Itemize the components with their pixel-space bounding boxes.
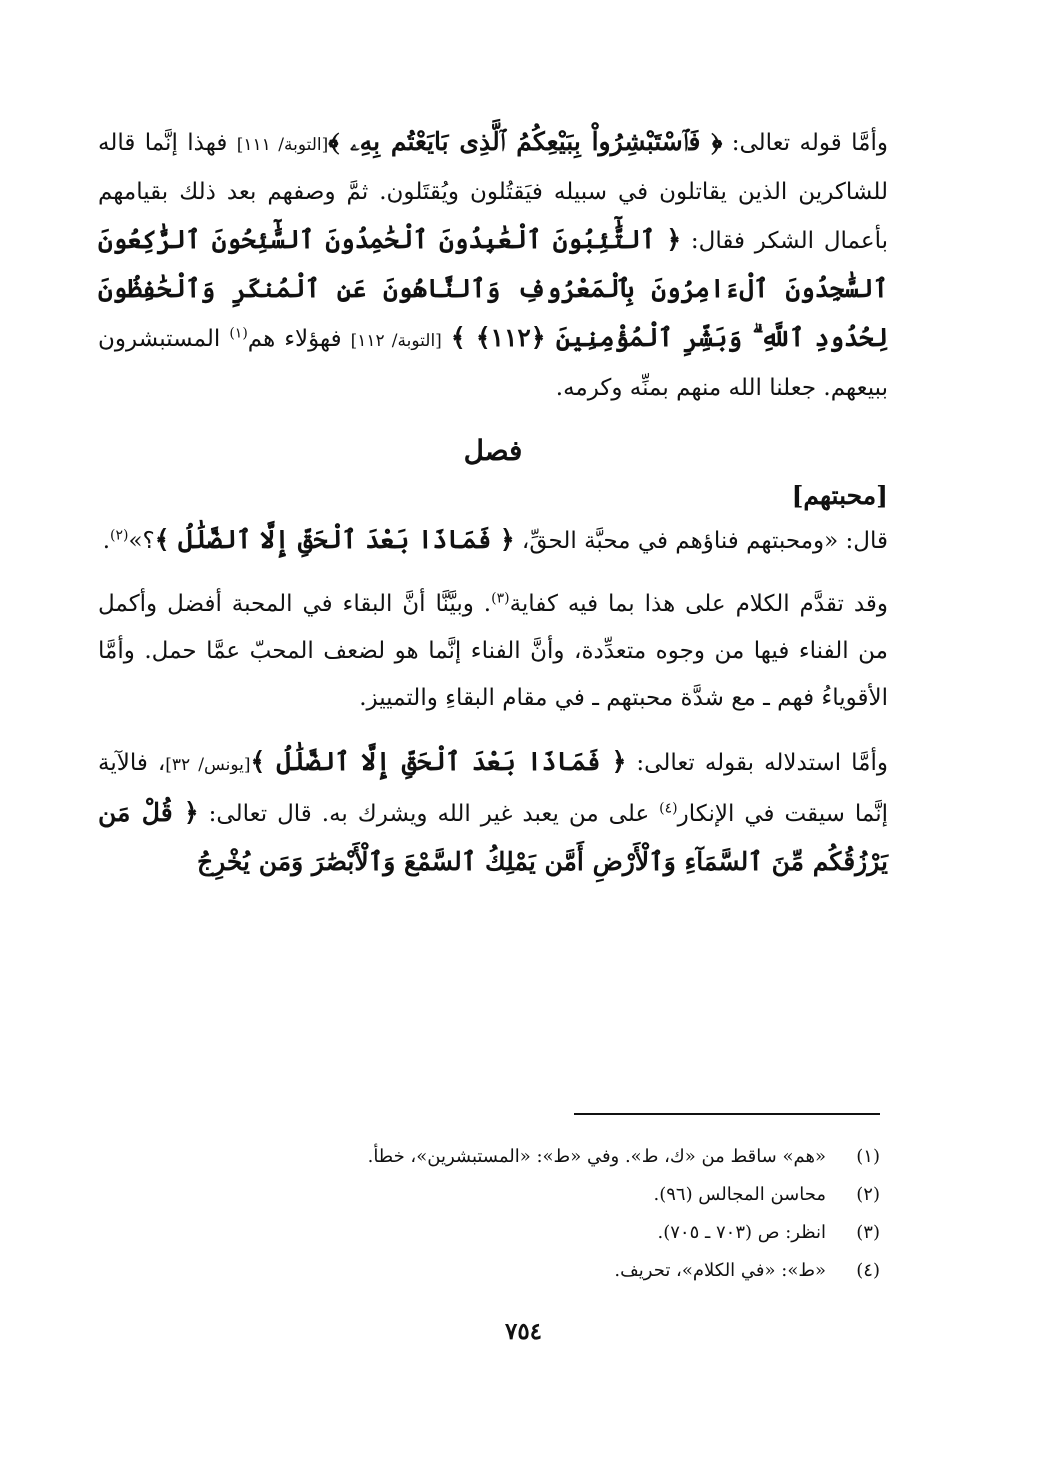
footnote-item [150,1214,880,1252]
footnote-number: (٢) [856,1184,880,1205]
footnote-marker[interactable]: (٣) [491,590,510,607]
subheading: [محبتهم] [791,481,888,510]
paragraph-4-text: على من يعبد غير الله ويشرك به. قال تعالى: [198,801,660,827]
quran-verse: ﴿ فَمَاذَا بَعْدَ ٱلْحَقِّ إِلَّا ٱلضَّلَٰلُ ﴾ [250,747,627,776]
verse-reference: [التوبة/ ١١١] [236,135,329,155]
paragraph-4 [98,738,888,887]
verse-reference: [التوبة/ ١١٢] [350,331,442,351]
quran-verse: ﴿ فَٱسْتَبْشِرُواْ بِبَيْعِكُمُ ٱلَّذِى بَايَعْتُم بِهِۦ ﴾ [328,127,723,156]
paragraph-1 [98,118,888,412]
paragraph-1-text: فهذا إنَّما قاله للشاكرين الذين يقاتلون في سبيله فيَقتُلون ويُقتَلون. ثمَّ وصفهم بعد ذلك بقيامهم بأعمال الشكر فقال: [98,130,888,254]
footnote-divider [574,1113,880,1115]
paragraph-4-text: ، فالآية إنَّما سيقت في الإنكار [98,750,888,827]
quran-verse: ﴿ فَمَاذَا بَعْدَ ٱلْحَقِّ إِلَّا ٱلضَّلَٰلُ ﴾ [154,525,515,554]
page-body [98,118,888,887]
paragraph-1-intro: وأمَّا قوله تعالى: [722,130,888,156]
paragraph-1-text: المستبشرون ببيعهم. جعلنا الله منهم بمنِّه وكرمه. [98,326,888,401]
paragraph-2-text: ؟» [128,528,155,554]
footnote-item [150,1138,880,1176]
section-heading: فصل [463,434,523,467]
paragraph-3-text: . وبيَّنَّا أنَّ البقاء في المحبة أفضل وأكمل من الفناء فيها من وجوه متعدِّدة، وأنَّ الفناء إنَّما هو لضعف المحبّ عمَّا حمل. وأمَّا الأقوياءُ فهم ـ مع شدَّة محبتهم ـ في مقام البقاءِ والتمييز. [98,591,888,711]
quran-verse: ﴿ ٱلتَّٰٓئِبُونَ ٱلْعَٰبِدُونَ ٱلْحَٰمِدُونَ ٱلسَّٰٓئِحُونَ ٱلرَّٰكِعُونَ ٱلسَّٰجِدُونَ ٱلْءَامِرُونَ بِٱلْمَعْرُوفِ وَٱلنَّاهُونَ عَنِ ٱلْمُنكَرِ وَٱلْحَٰفِظُونَ لِحُدُودِ ٱللَّهِ ۗ وَبَشِّرِ ٱلْمُؤْمِنِينَ ﴿١١٢﴾ ﴾ [98,225,888,352]
footnote-number: (٣) [856,1222,880,1243]
paragraph-3-text: وقد تقدَّم الكلام على هذا بما فيه كفاية [509,591,888,617]
paragraph-2-text: . [102,528,110,554]
footnote-text: «هم» ساقط من «ك، ط». وفي «ط»: «المستبشرين»، خطأ. [367,1146,826,1167]
paragraph-2-text: قال: «ومحبتهم فناؤهم في محبَّة الحقِّ، [514,528,888,554]
paragraph-4-text: وأمَّا استدلاله بقوله تعالى: [626,750,889,776]
verse-reference: [يونس/ ٣٢] [165,755,251,775]
footnotes [150,1138,880,1290]
quran-verse: ﴿ قُلْ مَن يَرْزُقُكُم مِّنَ ٱلسَّمَآءِ وَٱلْأَرْضِ أَمَّن يَمْلِكُ ٱلسَّمْعَ وَٱلْأَبْصَٰرَ وَمَن يُخْرِجُ [98,798,888,876]
footnote-number: (١) [856,1146,880,1167]
page-number: ٧٥٤ [504,1318,543,1345]
paragraph-2 [98,516,888,565]
footnote-marker[interactable]: (١) [229,325,248,342]
footnote-item [150,1176,880,1214]
footnote-item [150,1252,880,1290]
footnote-marker[interactable]: (٢) [110,527,129,544]
footnote-text: «ط»: «في الكلام»، تحريف. [614,1260,826,1281]
paragraph-3 [98,581,888,722]
footnote-number: (٤) [856,1260,880,1281]
footnote-text: انظر: ص (٧٠٣ ـ ٧٠٥). [657,1222,826,1243]
paragraph-1-text: فهؤلاء هم [247,326,351,352]
footnote-marker[interactable]: (٤) [659,800,678,817]
footnote-text: محاسن المجالس (٩٦). [653,1184,826,1205]
